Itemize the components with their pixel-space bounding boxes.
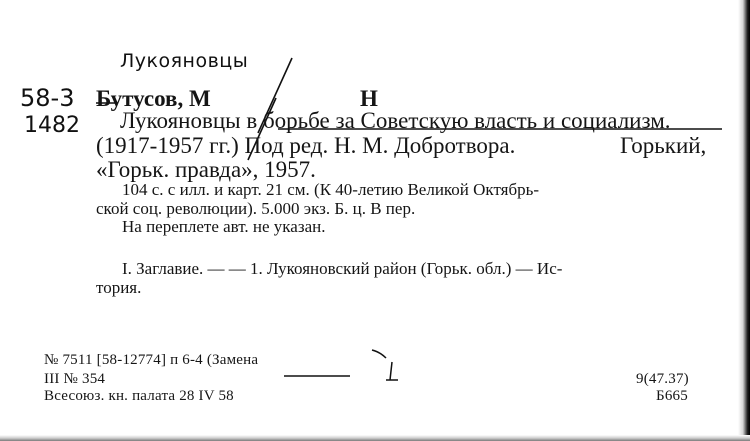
- classification-index: 9(47.37): [636, 371, 689, 387]
- footer-line-3: Всесоюз. кн. палата 28 IV 58: [44, 388, 234, 404]
- description-line-2: ской соц. революции). 5.000 экз. Б. ц. В пер.: [96, 199, 416, 218]
- description-line-3: На переплете авт. не указан.: [122, 217, 326, 236]
- tracing-line-1: I. Заглавие. — — 1. Лукояновский район (Горьк. обл.) — Ис-: [122, 259, 563, 278]
- author-heading: Бутусов, М: [96, 86, 211, 111]
- card-edge-bottom: [0, 435, 750, 441]
- card-edge-right: [738, 0, 750, 441]
- footer-line-1: № 7511 [58-12774] п 6-4 (Замена: [44, 352, 259, 368]
- author-mark: Б665: [656, 388, 688, 404]
- footer-line-2: III № 354: [44, 371, 106, 387]
- title-line-1: Лукояновцы в борьбе за Советскую власть и социализм.: [120, 108, 671, 133]
- title-line-2-place: Горький,: [620, 133, 707, 158]
- title-line-2: (1917-1957 гг.) Под ред. Н. М. Добротвора.: [96, 133, 516, 158]
- margin-scribble: [372, 350, 398, 380]
- subject-heading-handwritten: Лукояновцы: [120, 50, 249, 72]
- tracing-line-2: тория.: [96, 278, 142, 297]
- call-number-handwritten: 58-3: [20, 84, 75, 112]
- description-line-1: 104 с. с илл. и карт. 21 см. (К 40-летию Великой Октябрь-: [122, 180, 540, 199]
- author-letter: Н: [360, 86, 378, 111]
- inventory-number-handwritten: 1482: [24, 113, 80, 138]
- title-line-3: «Горьк. правда», 1957.: [96, 157, 316, 182]
